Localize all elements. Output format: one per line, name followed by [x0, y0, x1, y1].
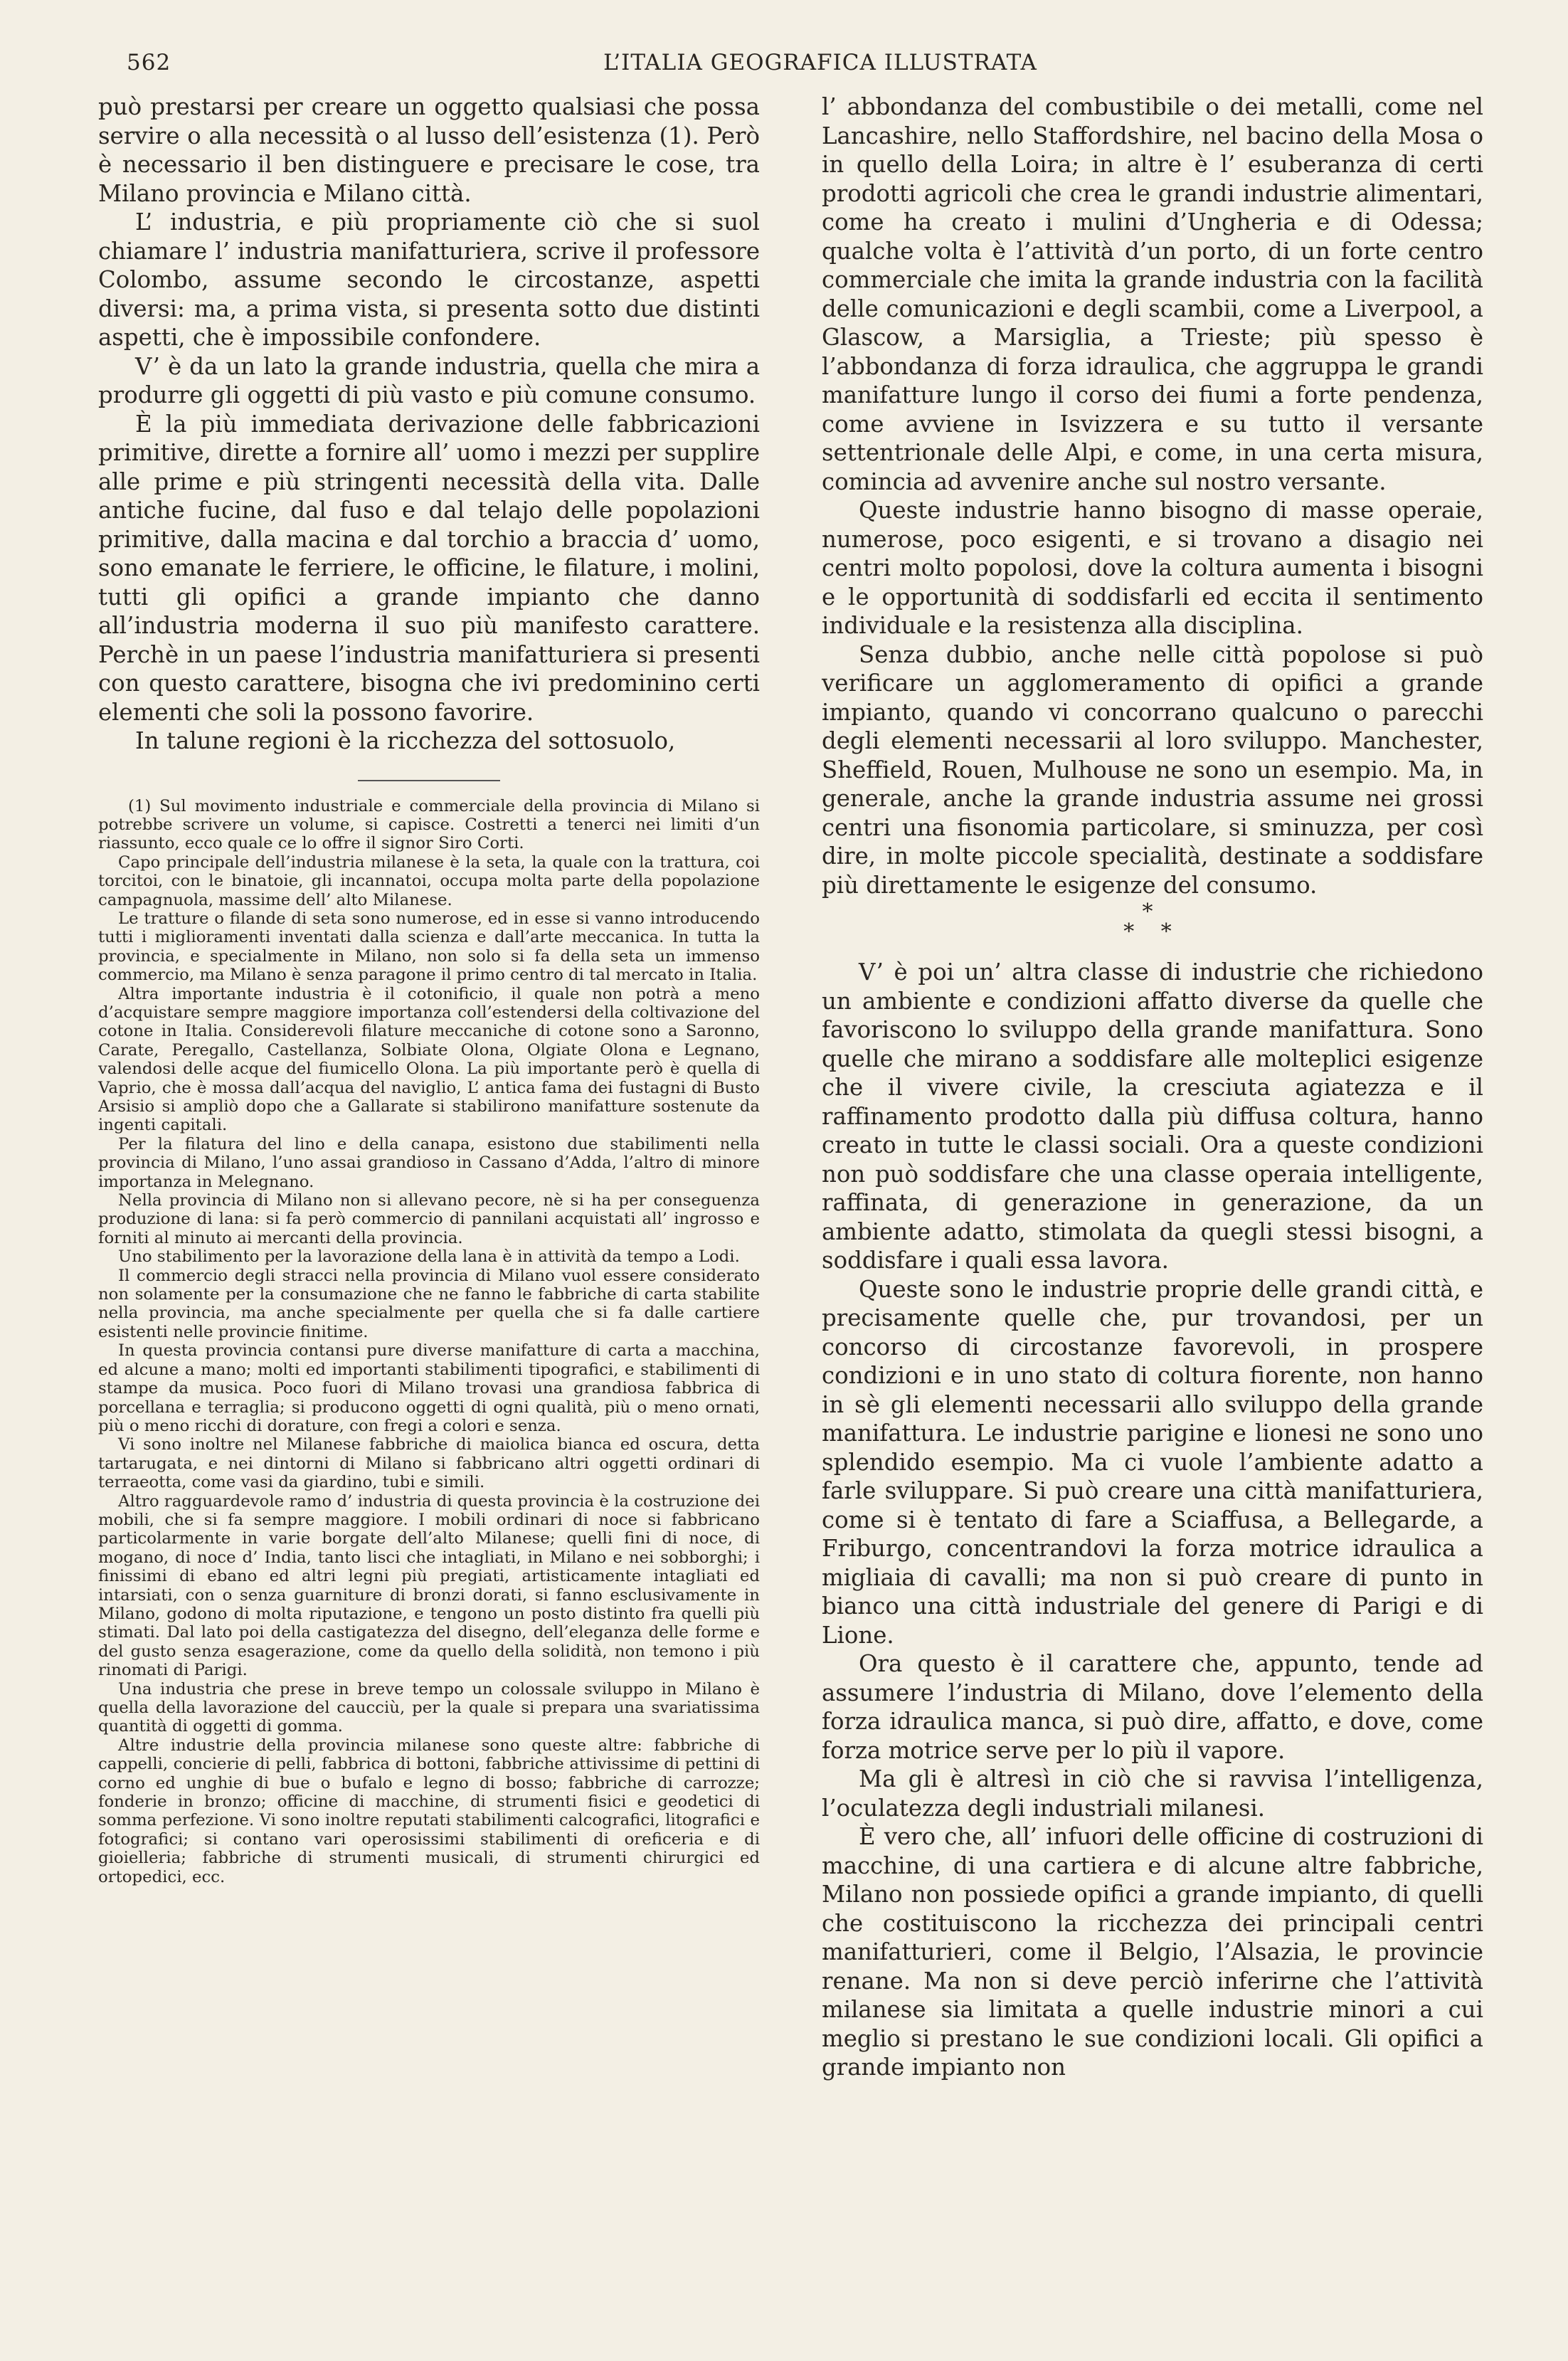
- footnote: Le tratture o filande di seta sono numerose, ed in esse si vanno introducendo tutti i miglioramenti inventati dalla scienza e dall’arte meccanica. In tutta la provincia, e specialmente in Milano, non solo si fa della seta un immenso commercio, ma Milano è senza paragone il primo centro di tal mercato in Italia.: [98, 909, 760, 985]
- footnote: Il commercio degli stracci nella provincia di Milano vuol essere considerato non solamente per la consumazione che ne fanno le fabbriche di carta stabilite nella provincia, ma anche specialmente per quella che si fa dalle cartiere esistenti nelle provincie finitime.: [98, 1266, 760, 1341]
- right-body-text: [822, 93, 1483, 2082]
- paragraph: È la più immediata derivazione delle fabbricazioni primitive, dirette a fornire all’ uomo i mezzi per supplire alle prime e più stringenti necessità della vita. Dalle antiche fucine, dal fuso e dal telajo delle popolazioni primitive, dalla macina e dal torchio a braccia d’ uomo, sono emanate le ferriere, le officine, le filature, i molini, tutti gli opifici a grande impianto che danno all’industria moderna il suo più manifesto carattere. Perchè in un paese l’industria manifatturiera si presenti con questo carattere, bisogna che ivi predominino certi elementi che soli la possono favorire.: [98, 410, 760, 726]
- footnote: Altro ragguardevole ramo d’ industria di questa provincia è la costruzione dei mobili, che si fa sempre maggiore. I mobili ordinari di noce si fabbricano particolarmente in varie borgate dell’alto Milanese; quelli fini di noce, di mogano, di noce d’ India, tanto lisci che intagliati, in Milano e nei sobborghi; i finissimi di ebano ed altri legni più pregiati, artisticamente intagliati ed intarsiati, con o senza guarniture di bronzi dorati, si fanno esclusivamente in Milano, godono di molta riputazione, e tengono un posto distinto fra quelli più stimati. Dal lato poi della castigatezza del disegno, dell’eleganza delle forme e del gusto senza esagerazione, come da quello della solidità, non temono i più rinomati di Parigi.: [98, 1491, 760, 1680]
- paragraph: può prestarsi per creare un oggetto qualsiasi che possa servire o alla necessità o al lusso dell’esistenza (1). Però è necessario il ben distinguere e precisare le cose, tra Milano provincia e Milano città.: [98, 93, 760, 207]
- footnote: (1) Sul movimento industriale e commerciale della provincia di Milano si potrebbe scrivere un volume, si capisce. Costretti a tenerci nei limiti d’un riassunto, ecco quale ce lo offre il signor Siro Corti.: [98, 796, 760, 853]
- section-break-asterism: [822, 899, 1483, 944]
- running-title: L’ITALIA GEOGRAFICA ILLUSTRATA: [603, 50, 1037, 75]
- footnote: Per la filatura del lino e della canapa, esistono due stabilimenti nella provincia di Milano, l’uno assai grandioso in Cassano d’Adda, l’altro di minore importanza in Melegnano.: [98, 1134, 760, 1191]
- left-body-text: [98, 93, 760, 756]
- paragraph: È vero che, all’ infuori delle officine di costruzioni di macchine, di una cartiera e di alcune altre fabbriche, Milano non possiede opifici a grande impianto, di quelli che costituiscono la ricchezza dei principali centri manifatturieri, come il Belgio, l’Alsazia, le provincie renane. Ma non si deve perciò inferirne che l’attività milanese sia limitata a quelle industrie minori a cui meglio si prestano le sue condizioni locali. Gli opifici a grande impianto non: [822, 1823, 1483, 2081]
- paragraph: L’ industria, e più propriamente ciò che si suol chiamare l’ industria manifatturiera, scrive il professore Colombo, assume secondo le circostanze, aspetti diversi: ma, a prima vista, si presenta sotto due distinti aspetti, che è impossibile confondere.: [98, 208, 760, 351]
- footnote: Vi sono inoltre nel Milanese fabbriche di maiolica bianca ed oscura, detta tartarugata, e nei dintorni di Milano si fabbricano altri oggetti ordinari di terraeotta, come vasi da giardino, tubi e simili.: [98, 1435, 760, 1492]
- footnote: Capo principale dell’industria milanese è la seta, la quale con la trattura, coi torcitoi, con le binatoie, gli incannatoi, occupa molta parte della popolazione campagnuola, massime dell’ alto Milanese.: [98, 852, 760, 909]
- paragraph: In talune regioni è la ricchezza del sottosuolo,: [135, 727, 676, 754]
- paragraph: V’ è da un lato la grande industria, quella che mira a produrre gli oggetti di più vasto e più comune consumo.: [98, 352, 760, 408]
- footnote: Uno stabilimento per la lavorazione della lana è in attività da tempo a Lodi.: [118, 1247, 740, 1267]
- footnote: Nella provincia di Milano non si allevano pecore, nè si ha per conseguenza produzione di lana: si fa però commercio di pannilani acquistati all’ ingrosso e forniti al minuto ai mercanti della provincia.: [98, 1191, 760, 1247]
- footnotes: [98, 797, 760, 1887]
- footnote: Una industria che prese in breve tempo un colossale sviluppo in Milano è quella della lavorazione del caucciù, per la quale si prepara una svariatissima quantità di oggetti di gomma.: [98, 1679, 760, 1736]
- paragraph: l’ abbondanza del combustibile o dei metalli, come nel Lancashire, nello Staffordshire, nel bacino della Mosa o in quello della Loira; in altre è l’ esuberanza di certi prodotti agricoli che crea le grandi industrie alimentari, come ha creato i mulini d’Ungheria e di Odessa; qualche volta è l’attività d’un porto, di un forte centro commerciale che imita la grande industria con la facilità delle comunicazioni e degli scambii, come a Liverpool, a Glascow, a Marsiglia, a Trieste; più spesso è l’abbondanza di forza idraulica, che aggruppa le grandi manifatture lungo il corso dei fiumi a forte pendenza, come avviene in Isvizzera e su tutto il versante settentrionale delle Alpi, e come, in una certa misura, comincia ad avvenire anche sul nostro versante.: [822, 93, 1483, 495]
- paragraph: Ma gli è altresì in ciò che si ravvisa l’intelligenza, l’oculatezza degli industriali milanesi.: [822, 1765, 1483, 1822]
- paragraph: Queste sono le industrie proprie delle grandi città, e precisamente quelle che, pur trovandosi, per un concorso di circostanze favorevoli, in prospere condizioni e in uno stato di coltura fiorente, non hanno in sè gli elementi necessarii allo sviluppo della grande manifattura. Le industrie parigine e lionesi ne sono uno splendido esempio. Ma ci vuole l’ambiente adatto a farle sviluppare. Si può creare una città manifatturiera, come si è tentato di fare a Sciaffusa, a Bellegarde, a Friburgo, concentrandovi la forza motrice idraulica a migliaia di cavalli; ma non si può creare di punto in bianco una città industriale del genere di Parigi e di Lione.: [822, 1275, 1483, 1649]
- paragraph: Senza dubbio, anche nelle città popolose si può verificare un agglomeramento di opifici a grande impianto, quando vi concorrano qualcuno o parecchi degli elementi necessarii al loro sviluppo. Manchester, Sheffield, Rouen, Mulhouse ne sono un esempio. Ma, in generale, anche la grande industria assume nei grossi centri una fisonomia particolare, si sminuzza, per così dire, in molte piccole specialità, destinate a soddisfare più direttamente le esigenze del consumo.: [822, 640, 1483, 899]
- paragraph: Queste industrie hanno bisogno di masse operaie, numerose, poco esigenti, e si trovano a disagio nei centri molto popolosi, dove la coltura aumenta i bisogni e le opportunità di soddisfarli ed eccita il sentimento individuale e la resistenza alla disciplina.: [822, 497, 1483, 639]
- paragraph: Ora questo è il carattere che, appunto, tende ad assumere l’industria di Milano, dove l’elemento della forza idraulica manca, si può dire, affatto, e dove, come forza motrice serve per lo più il vapore.: [822, 1650, 1483, 1764]
- footnote: In questa provincia contansi pure diverse manifatture di carta a macchina, ed alcune a mano; molti ed importanti stabilimenti tipografici, e stabilimenti di stampe da musica. Poco fuori di Milano trovasi una grandiosa fabbrica di porcellana e terraglia; si producono oggetti di ogni qualità, più o meno ornati, più o meno ricchi di dorature, con fregi a colori e senza.: [98, 1341, 760, 1435]
- asterism-bottom: * *: [1123, 919, 1182, 944]
- page-number: 562: [127, 50, 171, 75]
- asterism-top: *: [1142, 899, 1163, 924]
- footnote: Altra importante industria è il cotonificio, il quale non potrà a meno d’acquistare sempre maggiore importanza coll’estendersi della coltivazione del cotone in Italia. Considerevoli filature meccaniche di cotone sono a Saronno, Carate, Peregallo, Castellanza, Solbiate Olona, Olgiate Olona e Legnano, valendosi delle acque del fiumicello Olona. La più importante però è quella di Vaprio, che è mossa dall’acqua del naviglio, L’ antica fama dei fustagni di Busto Arsisio si ampliò dopo che a Gallarate si stabilirono manifatture sostenute da ingenti capitali.: [98, 984, 760, 1135]
- paragraph: V’ è poi un’ altra classe di industrie che richiedono un ambiente e condizioni affatto diverse da quelle che favoriscono lo sviluppo della grande manifattura. Sono quelle che mirano a soddisfare alle molteplici esigenze che il vivere civile, la cresciuta agiatezza e il raffinamento prodotto dalla più diffusa coltura, hanno creato in tutte le classi sociali. Ora a queste condizioni non può soddisfare che una classe operaia intelligente, raffinata, di generazione in generazione, da un ambiente adatto, stimolata da quegli stessi bisogni, a soddisfare i quali essa lavora.: [822, 958, 1483, 1274]
- footnote-rule: [358, 780, 500, 781]
- running-header: [127, 50, 1514, 81]
- footnote: Altre industrie della provincia milanese sono queste altre: fabbriche di cappelli, concierie di pelli, fabbrica di bottoni, fabbriche attivissime di pettini di corno ed unghie di bue o bufalo e legno di bosso; fabbriche di carrozze; fonderie in bronzo; officine di macchine, di strumenti fisici e geodetici di somma perfezione. Vi sono inoltre reputati stabilimenti calcografici, litografici e fotografici; si contano vari operosissimi stabilimenti di oreficeria e di gioielleria; fabbriche di strumenti musicali, di strumenti chirurgici ed ortopedici, ecc.: [98, 1736, 760, 1886]
- right-column: [822, 93, 1483, 2082]
- left-column: [98, 93, 760, 1886]
